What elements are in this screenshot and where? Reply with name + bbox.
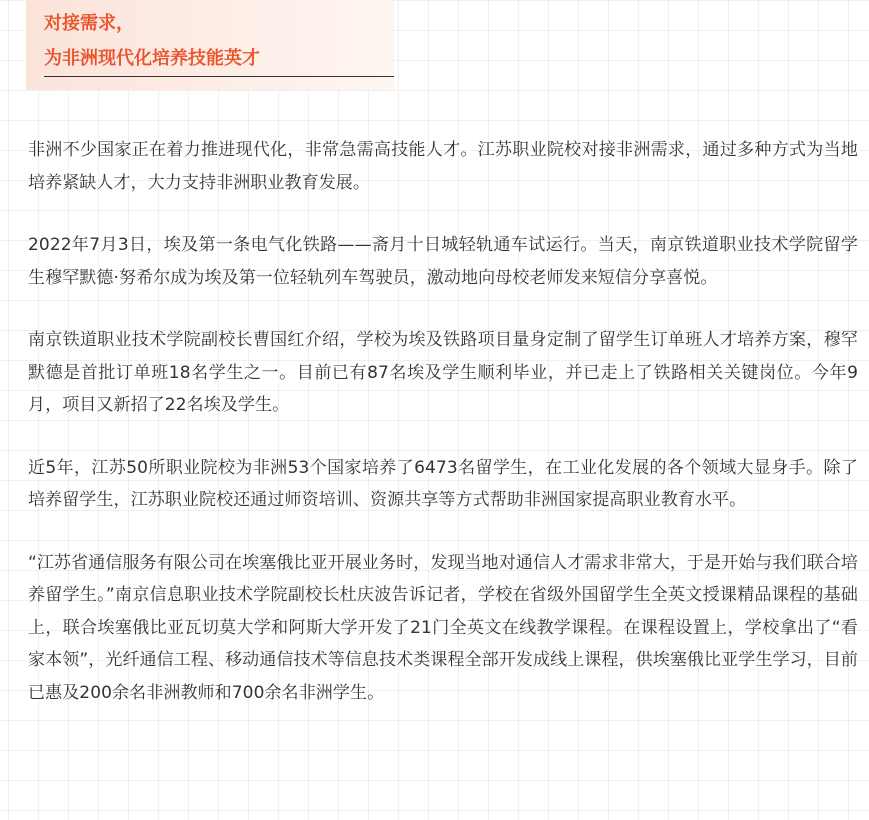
article-paragraph-5: “江苏省通信服务有限公司在埃塞俄比亚开展业务时，发现当地对通信人才需求非常大，于是开始与我们联合培养留学生。”南京信息职业技术学院副校长杜庆波告诉记者，学校在省级外国留学生全英文授课精品课程的基础上，联合埃塞俄比亚瓦切莫大学和阿斯大学开发了21门全英文在线教学课程。在课程设置上，学校拿出了“看家本领”，光纤通信工程、移动通信技术等信息技术类课程全部开发成线上课程，供埃塞俄比亚学生学习，目前已惠及200余名非洲教师和700余名非洲学生。: [28, 552, 858, 703]
section-header-title: [44, 6, 260, 76]
article-body: [28, 134, 858, 739]
section-header-title-line1: 对接需求，: [44, 13, 134, 34]
section-header-title-line2: 为非洲现代化培养技能英才: [44, 48, 260, 69]
article-paragraph-3: 南京铁道职业技术学院副校长曹国红介绍，学校为埃及铁路项目量身定制了留学生订单班人才培养方案，穆罕默德是首批订单班18名学生之一。目前已有87名埃及学生顺利毕业，并已走上了铁路相关关键岗位。今年9月，项目又新招了22名埃及学生。: [28, 330, 858, 415]
article-paragraph-1: 非洲不少国家正在着力推进现代化，非常急需高技能人才。江苏职业院校对接非洲需求，通过多种方式为当地培养紧缺人才，大力支持非洲职业教育发展。: [28, 140, 858, 193]
article-paragraph-4: 近5年，江苏50所职业院校为非洲53个国家培养了6473名留学生，在工业化发展的各个领域大显身手。除了培养留学生，江苏职业院校还通过师资培训、资源共享等方式帮助非洲国家提高职业教育水平。: [28, 457, 858, 510]
article-paragraph-2: 2022年7月3日，埃及第一条电气化铁路——斋月十日城轻轨通车试运行。当天，南京铁道职业技术学院留学生穆罕默德·努希尔成为埃及第一位轻轨列车驾驶员，激动地向母校老师发来短信分享喜悦。: [28, 235, 858, 288]
section-header-underline: [44, 76, 394, 77]
